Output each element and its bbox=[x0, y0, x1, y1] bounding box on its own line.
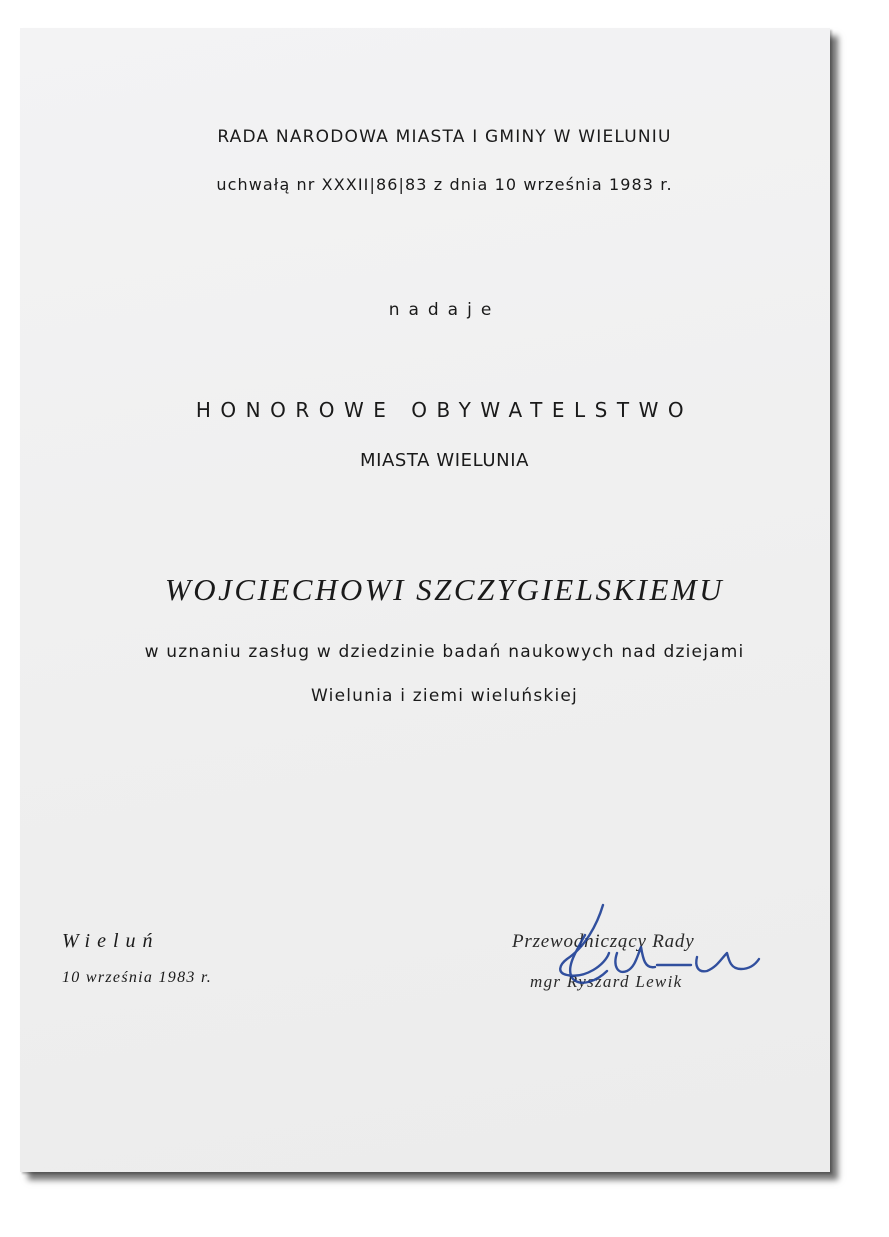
reason-line-2: Wielunia i ziemi wieluńskiej bbox=[311, 686, 578, 706]
handwritten-signature bbox=[545, 895, 775, 1005]
reason-line-1: w uznaniu zasług w dziedzinie badań naukowych nad dziejami bbox=[144, 642, 745, 662]
council-name: RADA NARODOWA MIASTA I GMINY W WIELUNIU bbox=[217, 127, 672, 147]
resolution-reference: uchwałą nr XXXII|86|83 z dnia 10 września 1983 r. bbox=[216, 175, 673, 194]
city-name: MIASTA WIELUNIA bbox=[359, 450, 530, 471]
grants-verb: nadaje bbox=[388, 300, 501, 320]
signatory-name: mgr Ryszard Lewik bbox=[530, 972, 683, 991]
issue-date: 10 września 1983 r. bbox=[62, 969, 213, 986]
signatory-title: Przewodniczący Rady bbox=[512, 931, 695, 952]
place-name: Wieluń bbox=[62, 930, 160, 952]
recipient-name: WOJCIECHOWI SZCZYGIELSKIEMU bbox=[164, 572, 725, 607]
honor-title: HONOROWE OBYWATELSTWO bbox=[195, 398, 694, 422]
